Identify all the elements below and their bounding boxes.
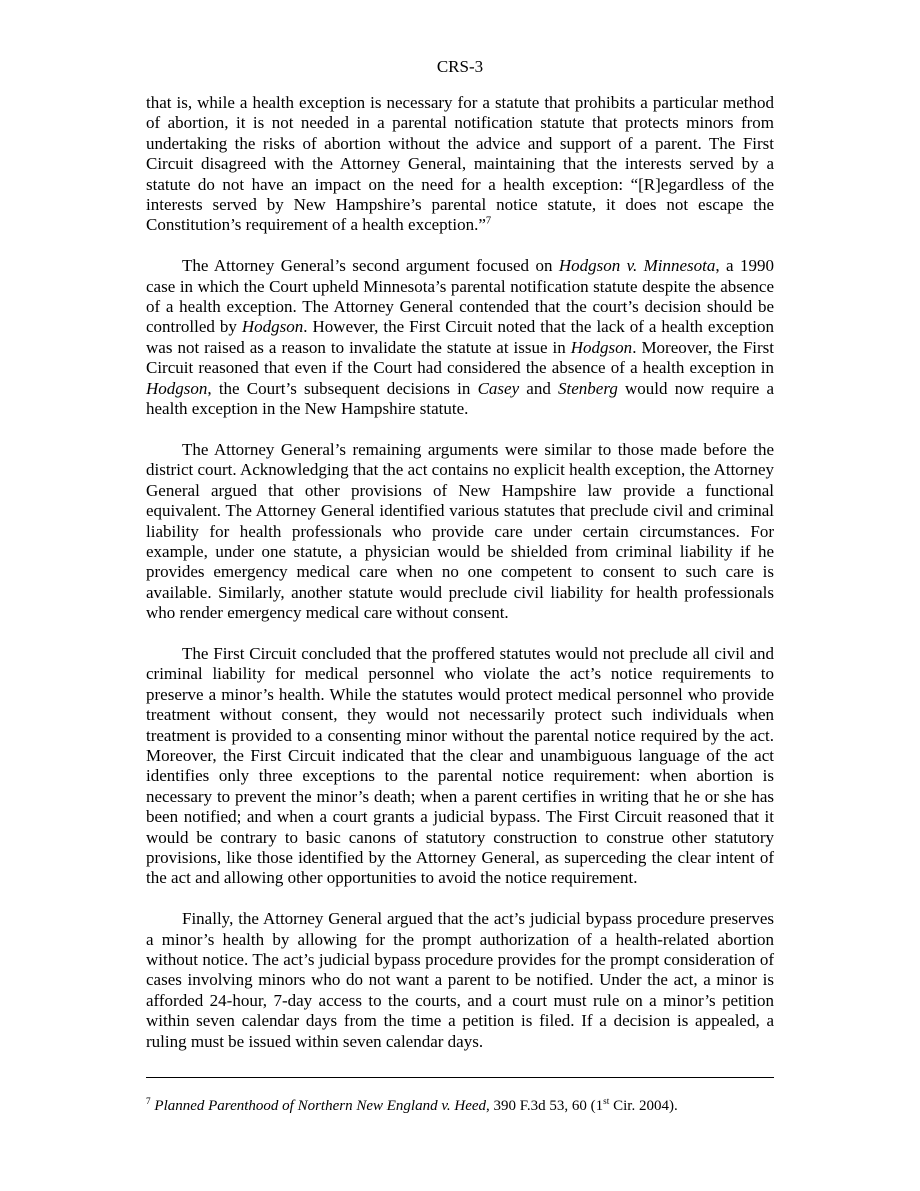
text-run: . However, the First Circuit noted that the lack of a health exception was not raised as a reason to invalidate the statute at issue in	[146, 317, 774, 357]
case-name: Hodgson	[241, 317, 304, 337]
footnote-citation: , 390 F.3d 53, 60 (1	[486, 1098, 604, 1114]
footnote-reference: 7	[485, 215, 492, 227]
text-run: . Moreover, the First Circuit reasoned that even if the Court had considered the absence of a health exception in	[146, 337, 774, 378]
paragraph-3: The Attorney General’s remaining arguments were similar to those made before the district court. Acknowledging that the act contains no explicit health exception, the Attorney General argued that other provisions of New Hampshire law provide a functional equivalent. The Attorney General identified various statutes that preclude civil and criminal liability for health professionals who provide care under certain circumstances. For example, under one statute, a physician would be shielded from criminal liability if he provides emergency medical care when no one competent to consent to such care is available. Similarly, another statute would preclude civil liability for health professionals who render emergency medical care without consent.	[146, 439, 774, 623]
footnote-citation-end: Cir. 2004).	[609, 1098, 678, 1114]
text-run: would now require a health exception in the New Hampshire statute.	[146, 378, 775, 419]
case-name: Hodgson	[146, 378, 208, 398]
case-name: Hodgson v. Minnesota	[558, 256, 716, 276]
text-run: The Attorney General’s second argument focused on	[182, 256, 559, 276]
paragraph-1-text: that is, while a health exception is necessary for a statute that prohibits a particular method of abortion, it is not needed in a parental notification statute that protects minors from undertaking the risks of abortion without the advice and support of a parent. The First Circuit disagreed with the Attorney General, maintaining that the interests served by a statute do not have an impact on the need for a health exception: “[R]egardless of the interests served by New Hampshire’s parental notice statute, it does not escape the Constitution’s requirement of a health exception.”	[146, 93, 774, 235]
paragraph-4: The First Circuit concluded that the proffered statutes would not preclude all civil and criminal liability for medical personnel who violate the act’s notice requirements to preserve a minor’s health. While the statutes would protect medical personnel who provide treatment without consent, they would not necessarily protect such individuals when treatment is provided to a consenting minor without the parental notice required by the act. Moreover, the First Circuit indicated that the clear and unambiguous language of the act identifies only three exceptions to the parental notice requirement: when abortion is necessary to prevent the minor’s death; when a parent certifies in writing that he or she has been notified; and when a court grants a judicial bypass. The First Circuit reasoned that it would be contrary to basic canons of statutory construction to construe other statutory provisions, like those identified by the Attorney General, as superceding the clear intent of the act and allowing other opportunities to avoid the notice requirement.	[146, 643, 774, 888]
paragraph-2	[146, 256, 774, 419]
footnote-number: 7	[146, 1097, 151, 1107]
paragraph-1	[146, 93, 774, 236]
page-header: CRS-3	[436, 57, 484, 76]
case-name: Hodgson	[570, 337, 633, 357]
paragraph-5: Finally, the Attorney General argued that the act’s judicial bypass procedure preserves a minor’s health by allowing for the prompt authorization of a health-related abortion without notice. The act’s judicial bypass procedure provides for the prompt consideration of cases involving minors who do not want a parent to be notified. Under the act, a minor is afforded 24-hour, 7-day access to the courts, and a court must rule on a minor’s petition within seven calendar days from the time a petition is filed. If a decision is appealed, a ruling must be issued within seven calendar days.	[146, 909, 774, 1051]
footnote	[146, 1097, 774, 1116]
case-name: Casey	[477, 378, 520, 398]
footnote-case-name: Planned Parenthood of Northern New England v. Heed	[154, 1098, 487, 1114]
text-run: and	[519, 378, 559, 398]
footnote-ordinal-suffix: st	[603, 1097, 610, 1107]
case-name: Stenberg	[558, 378, 618, 398]
text-run: , the Court’s subsequent decisions in	[207, 378, 478, 398]
text-run: , a 1990 case in which the Court upheld Minnesota’s parental notification statute despite the absence of a health exception. The Attorney General contended that the court’s decision should be controlled by	[146, 256, 774, 337]
footnote-divider	[146, 1077, 774, 1078]
document-body	[146, 93, 774, 1072]
